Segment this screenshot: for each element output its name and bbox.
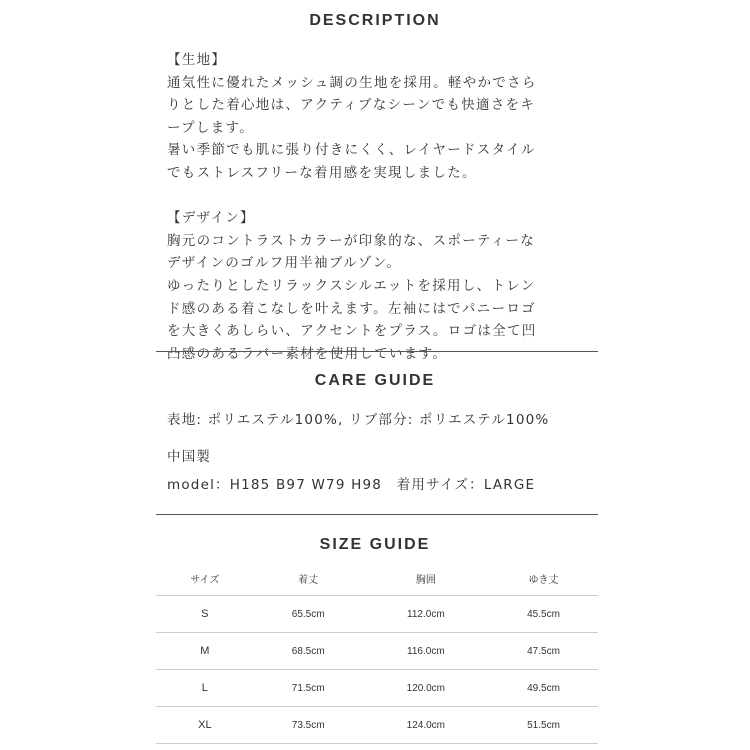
description-line: 【デザイン】 (167, 210, 255, 227)
cell-chest: 124.0cm (363, 707, 489, 744)
material-text: 表地: ポリエステル100%, リブ部分: ポリエステル100% (167, 412, 550, 428)
description-body (167, 49, 587, 365)
description-line: 胸元のコントラストカラーが印象的な、スポーティーな (167, 232, 536, 249)
cell-sleeve: 45.5cm (489, 596, 598, 633)
description-line: 【生地】 (167, 52, 227, 68)
table-row (156, 633, 598, 670)
description-line: デザインのゴルフ用半袖ブルゾン。 (167, 255, 402, 272)
cell-chest: 116.0cm (363, 633, 489, 670)
section-divider (156, 351, 598, 352)
size-table-header (156, 562, 598, 596)
cell-length: 65.5cm (254, 596, 363, 633)
description-line: ゆったりとしたリラックスシルエットを採用し、トレン (167, 277, 536, 294)
cell-size: S (156, 596, 254, 633)
description-line: でもストレスフリーな着用感を実現しました。 (167, 164, 477, 181)
description-line: 暑い季節でも肌に張り付きにくく、レイヤードスタイル (167, 142, 536, 159)
cell-sleeve: 51.5cm (489, 707, 598, 744)
header-chest: 胸囲 (363, 562, 489, 596)
table-row (156, 596, 598, 633)
description-line: を大きくあしらい、アクセントをプラス。ロゴは全て凹 (167, 323, 537, 340)
cell-chest: 112.0cm (363, 596, 489, 633)
cell-size: M (156, 633, 254, 670)
header-length: 着丈 (254, 562, 363, 596)
header-sleeve: ゆき丈 (489, 562, 598, 596)
size-guide-title: SIZE GUIDE (319, 536, 431, 553)
origin-text: 中国製 (167, 449, 212, 465)
table-row (156, 707, 598, 744)
cell-sleeve: 49.5cm (489, 670, 598, 707)
header-size: サイズ (156, 562, 254, 596)
model-text: model：H185 B97 W79 H98 着用サイズ：LARGE (167, 477, 536, 493)
section-divider (156, 514, 598, 515)
description-line: ド感のある着こなしを叶えます。左袖にはでパニーロゴ (167, 300, 536, 317)
care-guide-title: CARE GUIDE (314, 372, 436, 389)
cell-length: 68.5cm (254, 633, 363, 670)
table-row (156, 670, 598, 707)
cell-length: 71.5cm (254, 670, 363, 707)
description-title: DESCRIPTION (309, 12, 441, 29)
description-line: 通気性に優れたメッシュ調の生地を採用。軽やかでさら (167, 74, 537, 91)
cell-size: L (156, 670, 254, 707)
cell-chest: 120.0cm (363, 670, 489, 707)
description-line: 凸感のあるラバー素材を使用しています。 (167, 345, 448, 362)
description-line: りとした着心地は、アクティブなシーンでも快適さをキ (167, 97, 536, 114)
cell-size: XL (156, 707, 254, 744)
description-line: ープします。 (167, 119, 255, 136)
size-table (156, 562, 598, 744)
cell-sleeve: 47.5cm (489, 633, 598, 670)
description-spacer (167, 185, 587, 208)
cell-length: 73.5cm (254, 707, 363, 744)
